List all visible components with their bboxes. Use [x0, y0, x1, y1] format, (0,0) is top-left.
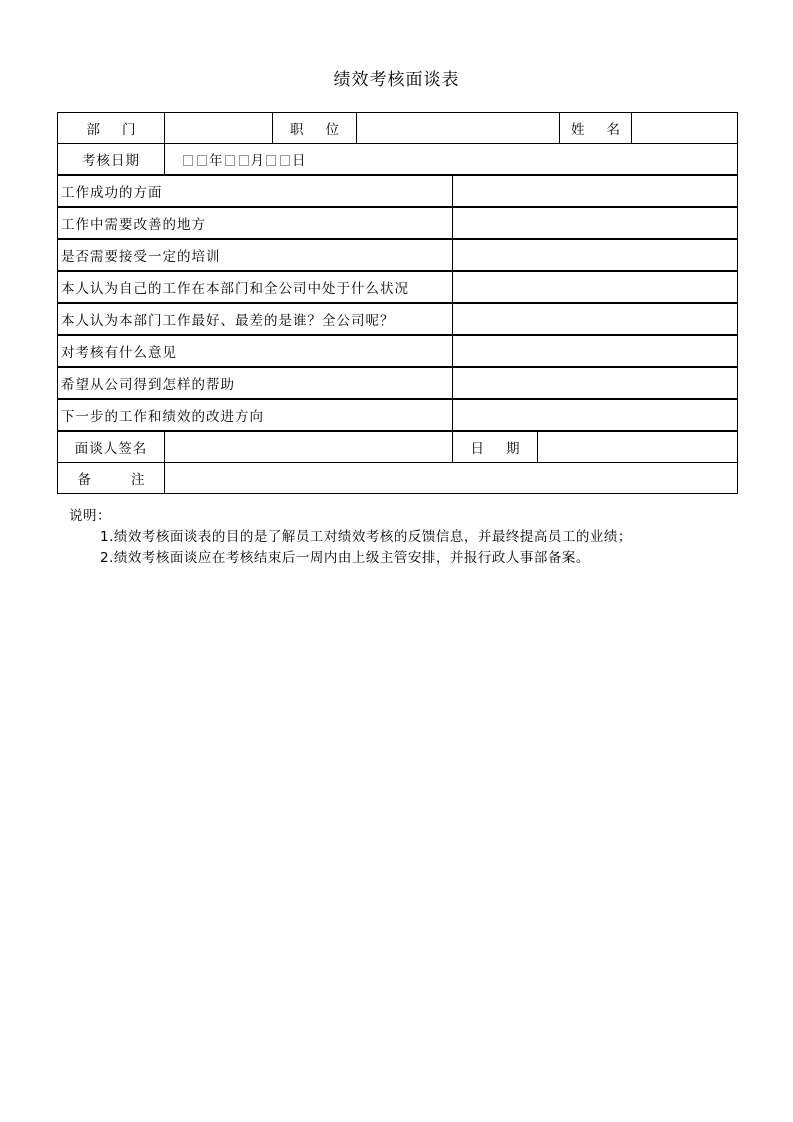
review-date-label: 考核日期 — [58, 144, 165, 176]
position-label: 职 位 — [273, 113, 357, 144]
answer-field[interactable] — [453, 239, 738, 271]
name-label: 姓 名 — [560, 113, 632, 144]
answer-field[interactable] — [453, 367, 738, 399]
remarks-row — [58, 463, 738, 494]
blank-box-icon — [266, 155, 276, 166]
question-row — [58, 207, 738, 239]
interviewer-signature-field[interactable] — [165, 431, 453, 463]
note-item: 1.绩效考核面谈表的目的是了解员工对绩效考核的反馈信息，并最终提高员工的业绩； — [100, 529, 632, 545]
position-field[interactable] — [357, 113, 560, 144]
form-title: 绩效考核面谈表 — [333, 70, 460, 90]
date-row — [58, 144, 738, 176]
question-row — [58, 367, 738, 399]
answer-field[interactable] — [453, 303, 738, 335]
name-field[interactable] — [632, 113, 738, 144]
remarks-label: 备 注 — [58, 463, 165, 494]
header-row — [58, 113, 738, 144]
question-label: 工作成功的方面 — [58, 175, 453, 207]
question-label: 是否需要接受一定的培训 — [58, 239, 453, 271]
question-label: 本人认为自己的工作在本部门和全公司中处于什么状况 — [58, 271, 453, 303]
question-row — [58, 399, 738, 431]
answer-field[interactable] — [453, 399, 738, 431]
department-field[interactable] — [165, 113, 273, 144]
question-row — [58, 335, 738, 367]
blank-box-icon — [239, 155, 249, 166]
interview-form-table — [57, 112, 738, 494]
answer-field[interactable] — [453, 335, 738, 367]
review-date-field[interactable]: 年 月 日 — [165, 144, 738, 176]
answer-field[interactable] — [453, 207, 738, 239]
answer-field[interactable] — [453, 271, 738, 303]
remarks-field[interactable] — [165, 463, 738, 494]
blank-box-icon — [183, 155, 193, 166]
blank-box-icon — [280, 155, 290, 166]
question-label: 工作中需要改善的地方 — [58, 207, 453, 239]
signature-date-field[interactable] — [538, 431, 738, 463]
note-item: 2.绩效考核面谈应在考核结束后一周内由上级主管安排，并报行政人事部备案。 — [100, 550, 590, 566]
blank-box-icon — [197, 155, 207, 166]
department-label: 部 门 — [58, 113, 165, 144]
question-label: 下一步的工作和绩效的改进方向 — [58, 399, 453, 431]
answer-field[interactable] — [453, 175, 738, 207]
signature-row — [58, 431, 738, 463]
question-row — [58, 303, 738, 335]
interviewer-signature-label: 面谈人签名 — [58, 431, 165, 463]
signature-date-label: 日 期 — [453, 431, 538, 463]
notes-section — [69, 506, 632, 569]
question-row — [58, 239, 738, 271]
question-row — [58, 271, 738, 303]
question-row — [58, 175, 738, 207]
blank-box-icon — [225, 155, 235, 166]
question-label: 本人认为本部门工作最好、最差的是谁？全公司呢？ — [58, 303, 453, 335]
question-label: 希望从公司得到怎样的帮助 — [58, 367, 453, 399]
question-label: 对考核有什么意见 — [58, 335, 453, 367]
notes-heading: 说明： — [69, 508, 111, 524]
